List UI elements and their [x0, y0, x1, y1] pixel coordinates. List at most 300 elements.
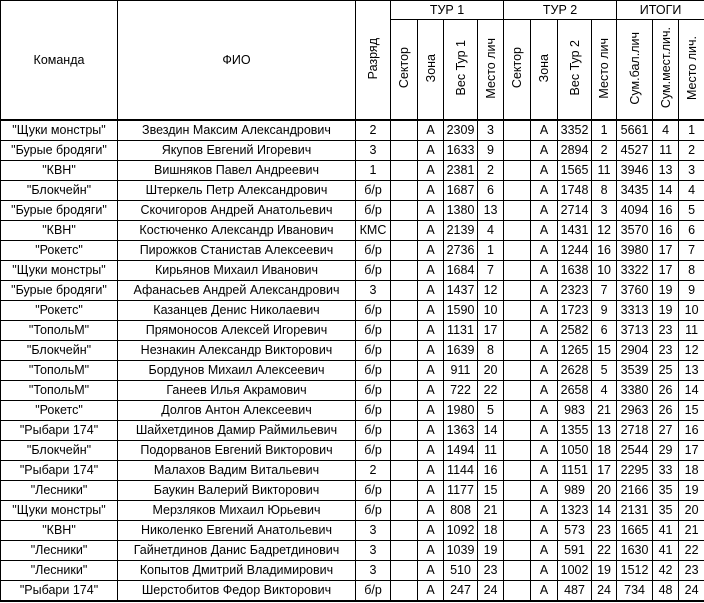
cell-t2-sector[interactable]: [504, 120, 531, 141]
cell-sum-places[interactable]: 26: [653, 381, 679, 401]
cell-t1-zone[interactable]: А: [418, 581, 444, 602]
cell-t2-place[interactable]: 7: [592, 281, 617, 301]
cell-place[interactable]: 4: [679, 181, 704, 201]
cell-t2-weight[interactable]: 1431: [558, 221, 592, 241]
cell-t2-sector[interactable]: [504, 561, 531, 581]
cell-t2-place[interactable]: 4: [592, 381, 617, 401]
cell-sum-places[interactable]: 26: [653, 401, 679, 421]
cell-name[interactable]: Якупов Евгений Игоревич: [118, 141, 356, 161]
cell-t1-place[interactable]: 21: [478, 501, 504, 521]
cell-t2-weight[interactable]: 1265: [558, 341, 592, 361]
cell-t2-sector[interactable]: [504, 441, 531, 461]
cell-rank[interactable]: 3: [356, 561, 391, 581]
cell-name[interactable]: Штеркель Петр Александрович: [118, 181, 356, 201]
cell-t2-place[interactable]: 13: [592, 421, 617, 441]
cell-sum-points[interactable]: 3980: [617, 241, 653, 261]
cell-sum-points[interactable]: 2131: [617, 501, 653, 521]
cell-team[interactable]: "Бурые бродяги": [1, 201, 118, 221]
cell-place[interactable]: 10: [679, 301, 704, 321]
cell-t1-zone[interactable]: А: [418, 461, 444, 481]
cell-t2-weight[interactable]: 1565: [558, 161, 592, 181]
cell-sum-points[interactable]: 2295: [617, 461, 653, 481]
cell-name[interactable]: Подорванов Евгений Викторович: [118, 441, 356, 461]
cell-rank[interactable]: б/р: [356, 581, 391, 602]
cell-t2-sector[interactable]: [504, 181, 531, 201]
cell-t2-weight[interactable]: 1748: [558, 181, 592, 201]
cell-t2-weight[interactable]: 3352: [558, 120, 592, 141]
cell-team[interactable]: "ТопольМ": [1, 361, 118, 381]
cell-rank[interactable]: б/р: [356, 361, 391, 381]
cell-sum-places[interactable]: 17: [653, 241, 679, 261]
cell-t1-sector[interactable]: [391, 581, 418, 602]
cell-t1-zone[interactable]: А: [418, 541, 444, 561]
cell-t2-zone[interactable]: А: [531, 261, 558, 281]
cell-t1-place[interactable]: 6: [478, 181, 504, 201]
cell-t1-sector[interactable]: [391, 561, 418, 581]
cell-t1-sector[interactable]: [391, 521, 418, 541]
cell-sum-points[interactable]: 2904: [617, 341, 653, 361]
header-rank[interactable]: [356, 1, 391, 121]
cell-t2-place[interactable]: 15: [592, 341, 617, 361]
cell-t2-sector[interactable]: [504, 521, 531, 541]
cell-team[interactable]: "Рокетс": [1, 301, 118, 321]
cell-t2-place[interactable]: 10: [592, 261, 617, 281]
cell-t2-zone[interactable]: А: [531, 221, 558, 241]
cell-sum-places[interactable]: 25: [653, 361, 679, 381]
cell-t2-weight[interactable]: 989: [558, 481, 592, 501]
cell-sum-points[interactable]: 1630: [617, 541, 653, 561]
cell-sum-points[interactable]: 5661: [617, 120, 653, 141]
cell-t2-zone[interactable]: А: [531, 481, 558, 501]
cell-place[interactable]: 17: [679, 441, 704, 461]
cell-t2-weight[interactable]: 1050: [558, 441, 592, 461]
cell-t1-sector[interactable]: [391, 321, 418, 341]
cell-t1-zone[interactable]: А: [418, 521, 444, 541]
cell-t1-weight[interactable]: 1687: [444, 181, 478, 201]
cell-t1-zone[interactable]: А: [418, 181, 444, 201]
cell-place[interactable]: 15: [679, 401, 704, 421]
cell-t2-weight[interactable]: 487: [558, 581, 592, 602]
cell-t1-zone[interactable]: А: [418, 201, 444, 221]
header-tour2[interactable]: ТУР 2: [504, 1, 617, 20]
cell-team[interactable]: "Лесники": [1, 481, 118, 501]
cell-sum-points[interactable]: 734: [617, 581, 653, 602]
cell-team[interactable]: "Блокчейн": [1, 181, 118, 201]
cell-rank[interactable]: 3: [356, 281, 391, 301]
cell-t1-sector[interactable]: [391, 401, 418, 421]
cell-place[interactable]: 9: [679, 281, 704, 301]
cell-sum-places[interactable]: 41: [653, 521, 679, 541]
cell-t1-weight[interactable]: 1039: [444, 541, 478, 561]
cell-place[interactable]: 3: [679, 161, 704, 181]
cell-t2-weight[interactable]: 2658: [558, 381, 592, 401]
cell-name[interactable]: Скочигоров Андрей Анатольевич: [118, 201, 356, 221]
cell-name[interactable]: Незнакин Александр Викторович: [118, 341, 356, 361]
cell-team[interactable]: "Рокетс": [1, 401, 118, 421]
cell-t2-weight[interactable]: 1151: [558, 461, 592, 481]
cell-t1-weight[interactable]: 1380: [444, 201, 478, 221]
cell-t1-zone[interactable]: А: [418, 401, 444, 421]
cell-t2-place[interactable]: 9: [592, 301, 617, 321]
cell-t2-zone[interactable]: А: [531, 241, 558, 261]
cell-t2-place[interactable]: 2: [592, 141, 617, 161]
cell-t1-place[interactable]: 8: [478, 341, 504, 361]
header-totals[interactable]: ИТОГИ: [617, 1, 704, 20]
cell-t1-weight[interactable]: 1363: [444, 421, 478, 441]
cell-t1-place[interactable]: 10: [478, 301, 504, 321]
cell-t1-place[interactable]: 3: [478, 120, 504, 141]
cell-t2-sector[interactable]: [504, 501, 531, 521]
cell-t2-sector[interactable]: [504, 401, 531, 421]
cell-t1-sector[interactable]: [391, 541, 418, 561]
cell-name[interactable]: Кирьянов Михаил Иванович: [118, 261, 356, 281]
cell-sum-points[interactable]: 3435: [617, 181, 653, 201]
cell-name[interactable]: Малахов Вадим Витальевич: [118, 461, 356, 481]
cell-sum-places[interactable]: 14: [653, 181, 679, 201]
cell-t2-sector[interactable]: [504, 421, 531, 441]
cell-t1-sector[interactable]: [391, 361, 418, 381]
cell-t1-sector[interactable]: [391, 501, 418, 521]
cell-t1-weight[interactable]: 1684: [444, 261, 478, 281]
cell-t2-place[interactable]: 19: [592, 561, 617, 581]
cell-rank[interactable]: б/р: [356, 321, 391, 341]
cell-t2-place[interactable]: 5: [592, 361, 617, 381]
cell-t2-weight[interactable]: 1002: [558, 561, 592, 581]
cell-rank[interactable]: б/р: [356, 181, 391, 201]
cell-team[interactable]: "Лесники": [1, 541, 118, 561]
cell-place[interactable]: 11: [679, 321, 704, 341]
cell-t1-sector[interactable]: [391, 221, 418, 241]
cell-sum-points[interactable]: 3946: [617, 161, 653, 181]
cell-t2-zone[interactable]: А: [531, 521, 558, 541]
cell-t2-weight[interactable]: 573: [558, 521, 592, 541]
header-place[interactable]: [679, 20, 704, 121]
cell-t1-zone[interactable]: А: [418, 321, 444, 341]
cell-team[interactable]: "ТопольМ": [1, 381, 118, 401]
cell-t1-sector[interactable]: [391, 261, 418, 281]
cell-t2-sector[interactable]: [504, 281, 531, 301]
cell-t1-place[interactable]: 23: [478, 561, 504, 581]
cell-t1-place[interactable]: 20: [478, 361, 504, 381]
cell-t1-sector[interactable]: [391, 201, 418, 221]
cell-t2-zone[interactable]: А: [531, 421, 558, 441]
cell-t1-weight[interactable]: 808: [444, 501, 478, 521]
cell-sum-places[interactable]: 42: [653, 561, 679, 581]
cell-t1-zone[interactable]: А: [418, 361, 444, 381]
cell-t1-place[interactable]: 16: [478, 461, 504, 481]
cell-t2-zone[interactable]: А: [531, 381, 558, 401]
cell-t1-place[interactable]: 11: [478, 441, 504, 461]
cell-t2-weight[interactable]: 1723: [558, 301, 592, 321]
cell-name[interactable]: Казанцев Денис Николаевич: [118, 301, 356, 321]
cell-rank[interactable]: 1: [356, 161, 391, 181]
cell-t1-zone[interactable]: А: [418, 221, 444, 241]
cell-rank[interactable]: б/р: [356, 341, 391, 361]
header-name[interactable]: ФИО: [118, 1, 356, 121]
cell-t2-sector[interactable]: [504, 241, 531, 261]
cell-sum-points[interactable]: 4527: [617, 141, 653, 161]
cell-sum-points[interactable]: 1512: [617, 561, 653, 581]
cell-t2-sector[interactable]: [504, 341, 531, 361]
cell-rank[interactable]: б/р: [356, 261, 391, 281]
cell-team[interactable]: "Бурые бродяги": [1, 141, 118, 161]
cell-name[interactable]: Пирожков Станистав Алексеевич: [118, 241, 356, 261]
cell-place[interactable]: 19: [679, 481, 704, 501]
cell-t2-place[interactable]: 8: [592, 181, 617, 201]
cell-sum-points[interactable]: 3380: [617, 381, 653, 401]
cell-t2-sector[interactable]: [504, 201, 531, 221]
cell-t2-sector[interactable]: [504, 381, 531, 401]
cell-t1-weight[interactable]: 1639: [444, 341, 478, 361]
cell-t1-zone[interactable]: А: [418, 561, 444, 581]
cell-t1-zone[interactable]: А: [418, 241, 444, 261]
cell-t2-sector[interactable]: [504, 461, 531, 481]
cell-t2-weight[interactable]: 2628: [558, 361, 592, 381]
cell-t2-zone[interactable]: А: [531, 501, 558, 521]
cell-t2-zone[interactable]: А: [531, 341, 558, 361]
cell-t2-sector[interactable]: [504, 261, 531, 281]
cell-t1-sector[interactable]: [391, 481, 418, 501]
cell-t2-weight[interactable]: 2894: [558, 141, 592, 161]
cell-team[interactable]: "Лесники": [1, 561, 118, 581]
cell-sum-places[interactable]: 19: [653, 281, 679, 301]
cell-sum-points[interactable]: 3713: [617, 321, 653, 341]
cell-place[interactable]: 21: [679, 521, 704, 541]
cell-team[interactable]: "Рыбари 174": [1, 581, 118, 602]
cell-t1-weight[interactable]: 1494: [444, 441, 478, 461]
cell-t2-place[interactable]: 22: [592, 541, 617, 561]
cell-t1-place[interactable]: 18: [478, 521, 504, 541]
cell-name[interactable]: Долгов Антон Алексеевич: [118, 401, 356, 421]
cell-t1-weight[interactable]: 2309: [444, 120, 478, 141]
cell-t1-zone[interactable]: А: [418, 421, 444, 441]
cell-t2-zone[interactable]: А: [531, 161, 558, 181]
cell-t1-place[interactable]: 17: [478, 321, 504, 341]
cell-t2-weight[interactable]: 2323: [558, 281, 592, 301]
cell-name[interactable]: Шерстобитов Федор Викторович: [118, 581, 356, 602]
cell-t1-weight[interactable]: 1131: [444, 321, 478, 341]
cell-t2-zone[interactable]: А: [531, 461, 558, 481]
cell-t2-place[interactable]: 18: [592, 441, 617, 461]
cell-t1-zone[interactable]: А: [418, 141, 444, 161]
cell-place[interactable]: 14: [679, 381, 704, 401]
cell-place[interactable]: 18: [679, 461, 704, 481]
cell-t2-sector[interactable]: [504, 541, 531, 561]
cell-t2-weight[interactable]: 983: [558, 401, 592, 421]
cell-sum-places[interactable]: 27: [653, 421, 679, 441]
cell-sum-places[interactable]: 35: [653, 501, 679, 521]
cell-t2-place[interactable]: 17: [592, 461, 617, 481]
cell-place[interactable]: 16: [679, 421, 704, 441]
cell-t2-zone[interactable]: А: [531, 581, 558, 602]
cell-sum-places[interactable]: 17: [653, 261, 679, 281]
cell-rank[interactable]: 3: [356, 521, 391, 541]
cell-name[interactable]: Мерзляков Михаил Юрьевич: [118, 501, 356, 521]
cell-name[interactable]: Прямоносов Алексей Игоревич: [118, 321, 356, 341]
cell-t1-place[interactable]: 7: [478, 261, 504, 281]
cell-t1-place[interactable]: 1: [478, 241, 504, 261]
cell-name[interactable]: Баукин Валерий Викторович: [118, 481, 356, 501]
cell-t2-zone[interactable]: А: [531, 401, 558, 421]
cell-sum-places[interactable]: 16: [653, 221, 679, 241]
cell-place[interactable]: 12: [679, 341, 704, 361]
cell-t2-sector[interactable]: [504, 301, 531, 321]
cell-sum-points[interactable]: 2963: [617, 401, 653, 421]
cell-name[interactable]: Бордунов Михаил Алексеевич: [118, 361, 356, 381]
cell-t2-sector[interactable]: [504, 321, 531, 341]
cell-t2-place[interactable]: 6: [592, 321, 617, 341]
cell-team[interactable]: "Бурые бродяги": [1, 281, 118, 301]
cell-t1-sector[interactable]: [391, 241, 418, 261]
cell-t1-place[interactable]: 19: [478, 541, 504, 561]
cell-t1-zone[interactable]: А: [418, 161, 444, 181]
cell-name[interactable]: Шайхетдинов Дамир Раймильевич: [118, 421, 356, 441]
cell-sum-places[interactable]: 48: [653, 581, 679, 602]
cell-t1-weight[interactable]: 510: [444, 561, 478, 581]
cell-t2-place[interactable]: 11: [592, 161, 617, 181]
cell-name[interactable]: Копытов Дмитрий Владимирович: [118, 561, 356, 581]
cell-place[interactable]: 24: [679, 581, 704, 602]
cell-t1-place[interactable]: 12: [478, 281, 504, 301]
cell-t1-sector[interactable]: [391, 421, 418, 441]
header-t1-weight[interactable]: [444, 20, 478, 121]
cell-t2-zone[interactable]: А: [531, 141, 558, 161]
cell-t2-sector[interactable]: [504, 581, 531, 602]
header-sum-places[interactable]: [653, 20, 679, 121]
cell-sum-places[interactable]: 33: [653, 461, 679, 481]
cell-t2-weight[interactable]: 1323: [558, 501, 592, 521]
cell-t2-zone[interactable]: А: [531, 321, 558, 341]
cell-sum-points[interactable]: 3539: [617, 361, 653, 381]
cell-t2-place[interactable]: 14: [592, 501, 617, 521]
header-tour1[interactable]: ТУР 1: [391, 1, 504, 20]
cell-sum-places[interactable]: 11: [653, 141, 679, 161]
cell-sum-places[interactable]: 41: [653, 541, 679, 561]
cell-rank[interactable]: 2: [356, 461, 391, 481]
cell-t1-place[interactable]: 13: [478, 201, 504, 221]
cell-team[interactable]: "Щуки монстры": [1, 261, 118, 281]
cell-team[interactable]: "ТопольМ": [1, 321, 118, 341]
cell-t1-weight[interactable]: 1633: [444, 141, 478, 161]
cell-sum-places[interactable]: 23: [653, 321, 679, 341]
cell-t2-place[interactable]: 3: [592, 201, 617, 221]
cell-t1-weight[interactable]: 1144: [444, 461, 478, 481]
cell-t2-place[interactable]: 20: [592, 481, 617, 501]
cell-sum-points[interactable]: 3313: [617, 301, 653, 321]
cell-rank[interactable]: 3: [356, 141, 391, 161]
cell-name[interactable]: Афанасьев Андрей Александрович: [118, 281, 356, 301]
cell-rank[interactable]: б/р: [356, 201, 391, 221]
header-t2-weight[interactable]: [558, 20, 592, 121]
cell-sum-places[interactable]: 23: [653, 341, 679, 361]
header-t1-sector[interactable]: [391, 20, 418, 121]
cell-t2-zone[interactable]: А: [531, 361, 558, 381]
cell-place[interactable]: 20: [679, 501, 704, 521]
header-sum-points[interactable]: [617, 20, 653, 121]
cell-team[interactable]: "Блокчейн": [1, 441, 118, 461]
cell-rank[interactable]: б/р: [356, 501, 391, 521]
cell-t1-place[interactable]: 22: [478, 381, 504, 401]
cell-place[interactable]: 22: [679, 541, 704, 561]
cell-rank[interactable]: б/р: [356, 241, 391, 261]
cell-t1-place[interactable]: 24: [478, 581, 504, 602]
cell-t1-zone[interactable]: А: [418, 261, 444, 281]
cell-t1-zone[interactable]: А: [418, 120, 444, 141]
cell-t1-zone[interactable]: А: [418, 381, 444, 401]
cell-place[interactable]: 7: [679, 241, 704, 261]
cell-t2-zone[interactable]: А: [531, 120, 558, 141]
cell-t1-weight[interactable]: 247: [444, 581, 478, 602]
cell-t1-weight[interactable]: 911: [444, 361, 478, 381]
cell-t1-sector[interactable]: [391, 161, 418, 181]
cell-t1-weight[interactable]: 2139: [444, 221, 478, 241]
cell-team[interactable]: "Щуки монстры": [1, 501, 118, 521]
cell-t2-weight[interactable]: 2582: [558, 321, 592, 341]
cell-t2-sector[interactable]: [504, 161, 531, 181]
cell-t2-weight[interactable]: 1244: [558, 241, 592, 261]
cell-t1-sector[interactable]: [391, 461, 418, 481]
cell-t1-weight[interactable]: 1092: [444, 521, 478, 541]
cell-team[interactable]: "Рыбари 174": [1, 461, 118, 481]
cell-t2-weight[interactable]: 591: [558, 541, 592, 561]
cell-name[interactable]: Ганеев Илья Акрамович: [118, 381, 356, 401]
header-t1-zone[interactable]: [418, 20, 444, 121]
cell-team[interactable]: "Рыбари 174": [1, 421, 118, 441]
cell-sum-points[interactable]: 3570: [617, 221, 653, 241]
cell-rank[interactable]: КМС: [356, 221, 391, 241]
cell-team[interactable]: "Рокетс": [1, 241, 118, 261]
cell-place[interactable]: 8: [679, 261, 704, 281]
cell-name[interactable]: Вишняков Павел Андреевич: [118, 161, 356, 181]
cell-name[interactable]: Костюченко Александр Иванович: [118, 221, 356, 241]
cell-t2-place[interactable]: 24: [592, 581, 617, 602]
cell-place[interactable]: 5: [679, 201, 704, 221]
cell-t1-place[interactable]: 5: [478, 401, 504, 421]
cell-t2-weight[interactable]: 2714: [558, 201, 592, 221]
cell-team[interactable]: "КВН": [1, 221, 118, 241]
cell-t2-sector[interactable]: [504, 141, 531, 161]
cell-t2-zone[interactable]: А: [531, 441, 558, 461]
cell-t2-weight[interactable]: 1355: [558, 421, 592, 441]
cell-team[interactable]: "КВН": [1, 521, 118, 541]
header-team[interactable]: Команда: [1, 1, 118, 121]
header-t2-place[interactable]: [592, 20, 617, 121]
cell-rank[interactable]: б/р: [356, 441, 391, 461]
cell-t1-zone[interactable]: А: [418, 301, 444, 321]
cell-t1-sector[interactable]: [391, 381, 418, 401]
cell-t2-place[interactable]: 21: [592, 401, 617, 421]
cell-t1-weight[interactable]: 1980: [444, 401, 478, 421]
cell-t1-zone[interactable]: А: [418, 481, 444, 501]
cell-sum-points[interactable]: 2544: [617, 441, 653, 461]
cell-rank[interactable]: б/р: [356, 381, 391, 401]
cell-t1-place[interactable]: 14: [478, 421, 504, 441]
cell-name[interactable]: Гайнетдинов Данис Бадретдинович: [118, 541, 356, 561]
cell-place[interactable]: 6: [679, 221, 704, 241]
cell-t1-zone[interactable]: А: [418, 281, 444, 301]
cell-t1-zone[interactable]: А: [418, 441, 444, 461]
cell-t2-zone[interactable]: А: [531, 541, 558, 561]
cell-t2-weight[interactable]: 1638: [558, 261, 592, 281]
cell-team[interactable]: "Блокчейн": [1, 341, 118, 361]
cell-t1-weight[interactable]: 722: [444, 381, 478, 401]
cell-t2-sector[interactable]: [504, 361, 531, 381]
cell-rank[interactable]: б/р: [356, 481, 391, 501]
cell-t1-place[interactable]: 9: [478, 141, 504, 161]
cell-rank[interactable]: б/р: [356, 401, 391, 421]
cell-sum-points[interactable]: 3322: [617, 261, 653, 281]
cell-t2-sector[interactable]: [504, 221, 531, 241]
